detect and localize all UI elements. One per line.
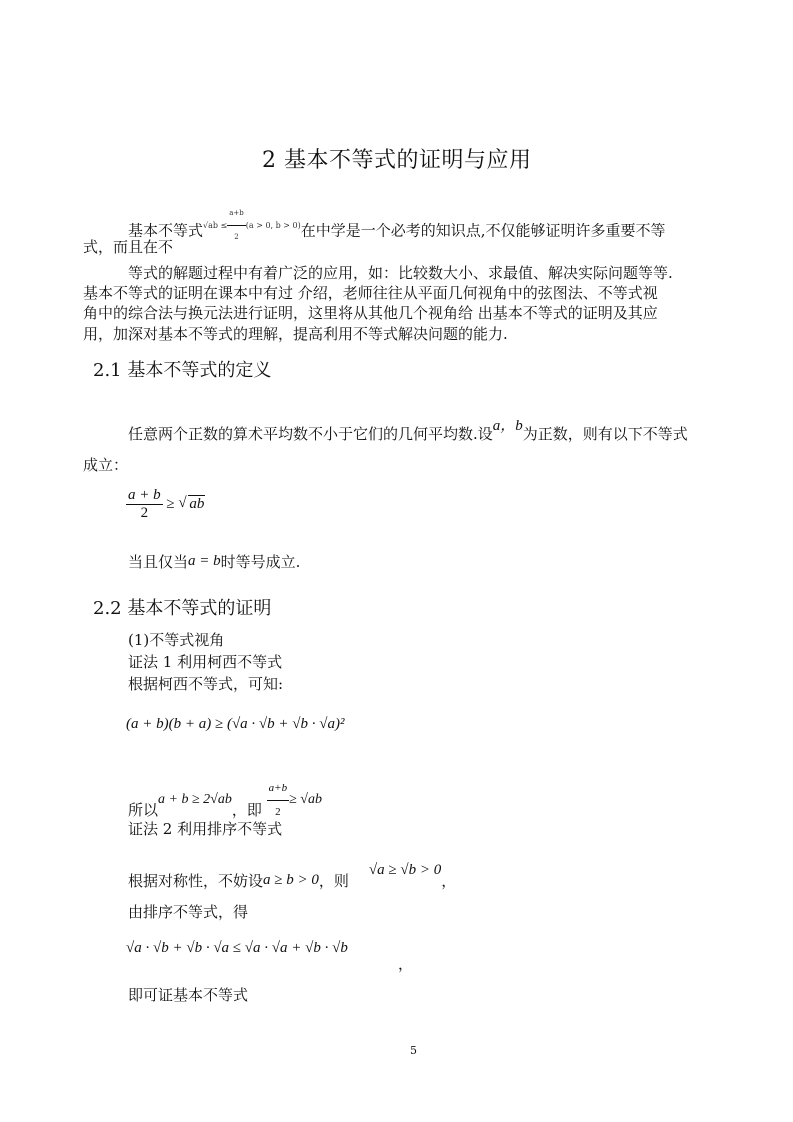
so-formula: a + b ≥ 2√ab: [158, 792, 232, 808]
subsection-inequality-view: (1)不等式视角: [128, 631, 225, 649]
definition-line-2: 成立：: [83, 456, 129, 474]
equality-math: a = b: [188, 553, 221, 569]
ji-rhs: ≥ √ab: [289, 792, 322, 808]
equality-condition: [128, 551, 300, 575]
symmetry-line: [128, 862, 457, 894]
rearrangement-formula: √a · √b + √b · √a ≤ √a · √a + √b · √b: [126, 940, 348, 956]
definition-vars: a，b: [492, 418, 523, 434]
intro-line-1-prefix: 基本不等式: [128, 221, 204, 240]
intro-line-6: 用，加深对基本不等式的理解，提高利用不等式解决问题的能力.: [83, 325, 508, 343]
equality-prefix: 当且仅当: [128, 553, 189, 571]
symmetry-math: a ≥ b > 0: [263, 872, 319, 888]
inline-formula-cond: (a > 0, b > 0): [245, 220, 301, 230]
inline-formula-num: a+b: [227, 202, 246, 226]
intro-line-2: 式，而且在不: [83, 238, 174, 256]
definition-line-1: [128, 418, 688, 447]
proof-2-title: 证法 2 利用排序不等式: [128, 820, 283, 838]
amgm-numerator: a + b: [128, 487, 161, 503]
intro-line-3: 等式的解题过程中有着广泛的应用，如：比较数大小、求最值、解决实际问题等等.: [128, 264, 673, 282]
rearrangement-text: 由排序不等式，得: [128, 903, 249, 921]
definition-prefix: 任意两个正数的算术平均数不小于它们的几何平均数.设: [128, 425, 493, 443]
symmetry-prefix: 根据对称性，不妨设: [128, 872, 264, 890]
inline-formula-lhs: √ab ≤: [203, 220, 228, 230]
so-label: 所以: [128, 801, 159, 820]
cauchy-formula: (a + b)(b + a) ≥ (√a · √b + √b · √a)²: [126, 716, 345, 732]
page-number: 5: [410, 1044, 417, 1057]
symmetry-mid: ，则: [318, 872, 349, 890]
rearrangement-comma: ，: [398, 955, 414, 973]
inline-formula: [203, 209, 301, 241]
proof-1-title: 证法 1 利用柯西不等式: [128, 653, 283, 671]
proof-1-text: 根据柯西不等式，可知:: [128, 675, 284, 693]
ji-numerator: a+b: [267, 777, 289, 801]
definition-suffix: 为正数，则有以下不等式: [522, 425, 688, 443]
section-2-1-heading: 2.1 基本不等式的定义: [93, 360, 272, 381]
inline-formula-den: 2: [234, 233, 239, 241]
intro-line-4: 基本不等式的证明在课本中有过 介绍，老师往往从平面几何视角中的弦图法、不等式视: [83, 284, 658, 302]
final-text: 即可证基本不等式: [128, 986, 249, 1004]
amgm-formula: [126, 487, 205, 522]
page-title: 2 基本不等式的证明与应用: [262, 148, 532, 173]
equality-suffix: 时等号成立.: [220, 553, 301, 571]
amgm-relation: ≥: [166, 495, 175, 512]
amgm-radicand: ab: [189, 495, 205, 512]
symmetry-comma: ，: [441, 872, 457, 890]
amgm-denominator: 2: [140, 505, 149, 521]
intro-line-1-suffix: 在中学是一个必考的知识点,不仅能够证明许多重要不等: [300, 221, 666, 240]
symmetry-math-2: √a ≥ √b > 0: [368, 862, 442, 878]
section-2-2-heading: 2.2 基本不等式的证明: [93, 598, 272, 619]
ji-formula: [267, 782, 322, 818]
intro-line-5: 角中的综合法与换元法进行证明，这里将从其他几个视角给 出基本不等式的证明及其应: [83, 304, 658, 322]
ji-label: ，即: [231, 801, 262, 820]
ji-denominator: 2: [275, 806, 281, 818]
intro-line-1: [128, 210, 666, 257]
